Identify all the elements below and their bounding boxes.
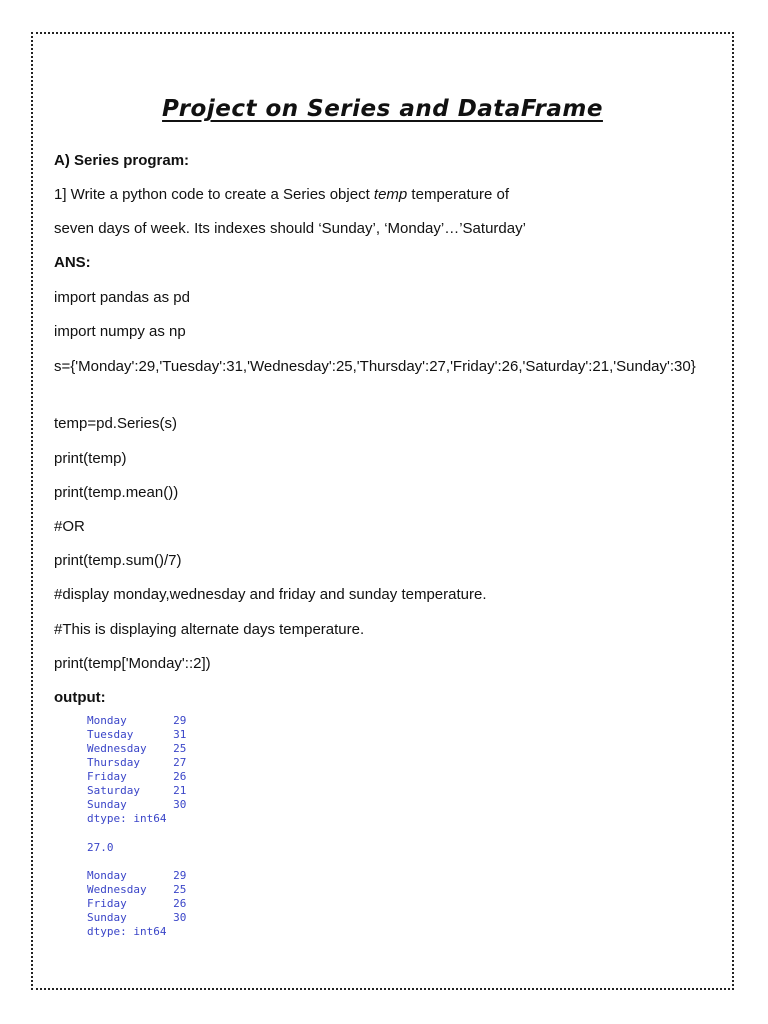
output-label: output: [54, 689, 106, 706]
question-line-2: seven days of week. Its indexes should ‘Sunday’, ‘Monday’…’Saturday’ [54, 220, 526, 237]
code-series-create: temp=pd.Series(s) [54, 415, 177, 432]
section-heading: A) Series program: [54, 152, 190, 169]
ans-label: ANS: [54, 254, 91, 271]
page-title: Project on Series and DataFrame [162, 96, 603, 122]
code-or-comment: #OR [54, 518, 85, 535]
output-console [87, 714, 647, 949]
code-print-mean: print(temp.mean()) [54, 484, 179, 501]
code-import-pandas: import pandas as pd [54, 289, 190, 306]
code-dict-definition: s={'Monday':29,'Tuesday':31,'Wednesday':25,'Thursday':27,'Friday':26,'Saturday':21,'Sunday':30} [54, 358, 696, 375]
question-line-1-emphasis: temp [373, 186, 408, 203]
code-comment-alternate: #This is displaying alternate days temperature. [54, 621, 365, 638]
document-page [31, 32, 734, 990]
code-import-numpy: import numpy as np [54, 323, 186, 340]
code-print-sum: print(temp.sum()/7) [54, 552, 182, 569]
output-series-full: Monday 29 Tuesday 31 Wednesday 25 Thursday 27 Friday 26 Saturday 21 Sunday 30 dtype: int64 [87, 714, 187, 825]
code-print-slice: print(temp['Monday'::2]) [54, 655, 211, 672]
output-series-alternate: Monday 29 Wednesday 25 Friday 26 Sunday 30 dtype: int64 [87, 869, 187, 938]
question-line-1-pre: 1] Write a python code to create a Series object [54, 186, 374, 203]
output-mean-value: 27.0 [87, 841, 114, 854]
code-print-temp: print(temp) [54, 450, 127, 467]
question-line-1 [54, 186, 509, 203]
code-comment-display: #display monday,wednesday and friday and sunday temperature. [54, 586, 487, 603]
question-line-1-post: temperature of [407, 186, 509, 203]
